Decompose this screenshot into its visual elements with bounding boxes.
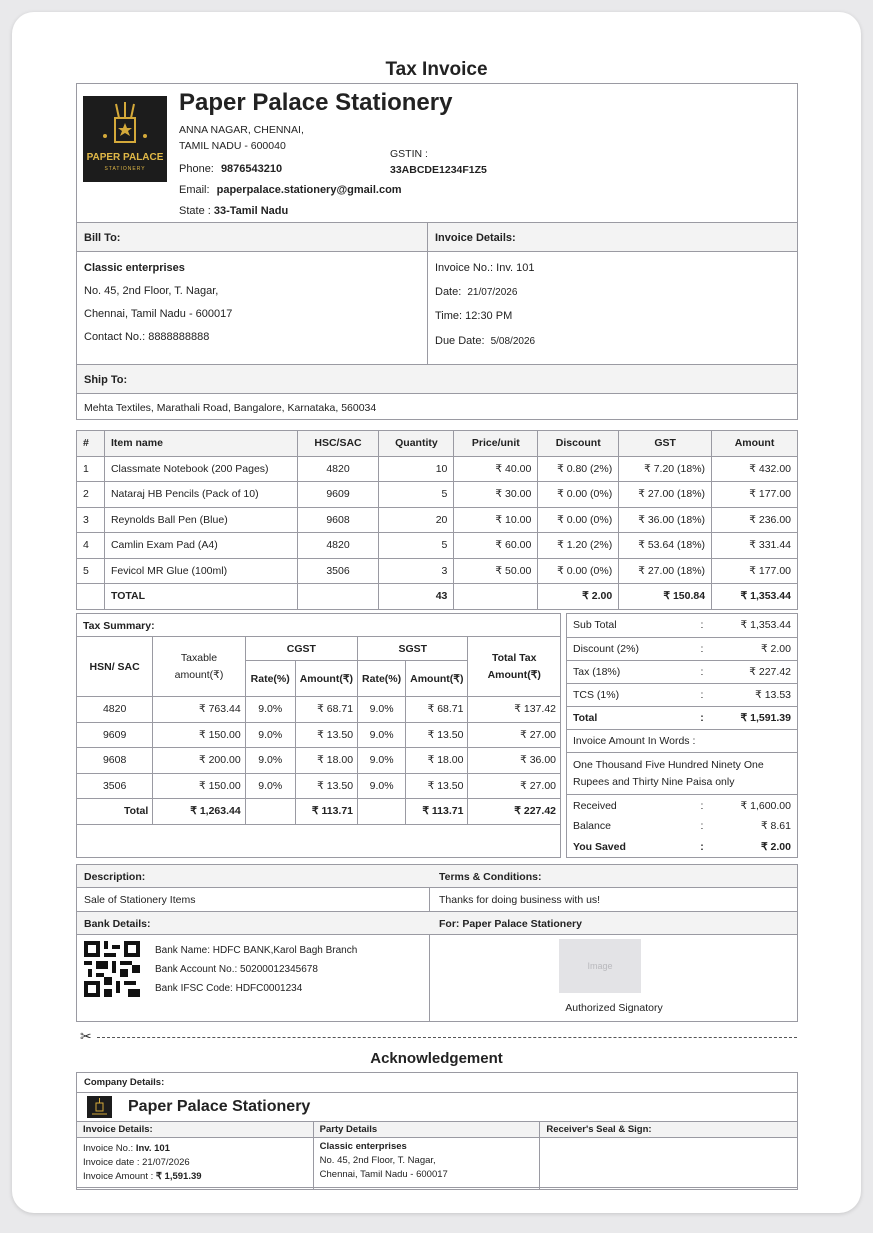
cell: ₹ 68.71 bbox=[295, 697, 357, 723]
ack-invoice-amount-value: ₹ 1,591.39 bbox=[155, 1171, 202, 1182]
balance-label: Balance bbox=[573, 820, 611, 832]
cell: ₹ 7.20 (18%) bbox=[619, 456, 712, 482]
ack-seal-cell bbox=[540, 1138, 798, 1190]
company-header bbox=[76, 83, 798, 223]
cell: 9.0% bbox=[358, 697, 406, 723]
cell: ₹ 27.00 bbox=[468, 773, 561, 799]
cell: Fevicol MR Glue (100ml) bbox=[104, 558, 297, 584]
cell: 5 bbox=[379, 482, 454, 508]
cell: 4820 bbox=[77, 697, 153, 723]
bill-to-contact: Contact No.: 8888888888 bbox=[84, 331, 210, 343]
cell: 3506 bbox=[297, 558, 379, 584]
amount-summary-table bbox=[567, 614, 797, 753]
cell: ₹ 27.00 (18%) bbox=[619, 482, 712, 508]
table-row bbox=[77, 558, 798, 584]
ack-invoice-no bbox=[83, 1142, 307, 1156]
phone-value: 9876543210 bbox=[220, 163, 283, 175]
state-label: State : bbox=[179, 205, 211, 217]
col-sgst-rate: Rate(%) bbox=[358, 661, 406, 697]
summary-colon: : bbox=[692, 637, 712, 660]
cell: ₹ 13.50 bbox=[406, 773, 468, 799]
ship-to-address: Mehta Textiles, Marathali Road, Bangalore, Karnataka, 560034 bbox=[84, 402, 377, 414]
total-label: TOTAL bbox=[104, 584, 297, 610]
ack-invoice-no-label: Invoice No.: bbox=[83, 1143, 134, 1154]
ack-party-heading: Party Details bbox=[313, 1122, 540, 1138]
col-hsn: HSN/ SAC bbox=[77, 637, 153, 697]
cell: ₹ 13.50 bbox=[406, 722, 468, 748]
ack-company-name: Paper Palace Stationery bbox=[128, 1098, 311, 1115]
col-sgst: SGST bbox=[358, 637, 468, 661]
cell: 3506 bbox=[77, 773, 153, 799]
amount-words-label-row bbox=[567, 729, 797, 752]
ack-invoice-heading: Invoice Details: bbox=[77, 1122, 314, 1138]
bank-name: Bank Name: HDFC BANK,Karol Bagh Branch bbox=[155, 945, 358, 956]
ack-body-row bbox=[77, 1138, 798, 1190]
ship-to-heading: Ship To: bbox=[84, 374, 128, 386]
cell: ₹ 1,263.44 bbox=[153, 799, 245, 825]
cell bbox=[297, 584, 379, 610]
cell: 9608 bbox=[297, 507, 379, 533]
invoice-number: Invoice No.: Inv. 101 bbox=[435, 262, 535, 274]
summary-value: ₹ 2.00 bbox=[712, 637, 797, 660]
col-cgst-amount: Amount(₹) bbox=[295, 661, 357, 697]
summary-value: ₹ 13.53 bbox=[712, 683, 797, 706]
items-total-row bbox=[77, 584, 798, 610]
bank-ifsc: Bank IFSC Code: HDFC0001234 bbox=[155, 983, 303, 994]
invoice-details-heading: Invoice Details: bbox=[435, 232, 516, 244]
cell: ₹ 763.44 bbox=[153, 697, 245, 723]
cell: ₹ 137.42 bbox=[468, 697, 561, 723]
summary-label: Sub Total bbox=[567, 614, 692, 637]
amount-summary-section bbox=[566, 613, 798, 858]
col-cgst-rate: Rate(%) bbox=[245, 661, 295, 697]
saved-value: ₹ 2.00 bbox=[760, 841, 791, 853]
table-row bbox=[77, 722, 561, 748]
cell: ₹ 60.00 bbox=[454, 533, 538, 559]
table-row bbox=[77, 748, 561, 774]
description-header-row bbox=[77, 865, 797, 888]
email-value: paperpalace.stationery@gmail.com bbox=[216, 184, 402, 196]
cell: ₹ 227.42 bbox=[468, 799, 561, 825]
cell: 9.0% bbox=[245, 773, 295, 799]
items-table bbox=[76, 430, 798, 610]
cell: ₹ 18.00 bbox=[295, 748, 357, 774]
summary-colon: : bbox=[692, 683, 712, 706]
summary-colon: : bbox=[692, 706, 712, 729]
bill-to-address2: Chennai, Tamil Nadu - 600017 bbox=[84, 308, 233, 320]
billing-section bbox=[76, 222, 798, 365]
summary-total-value: ₹ 1,591.39 bbox=[712, 706, 797, 729]
cell: ₹ 40.00 bbox=[454, 456, 538, 482]
received-value: ₹ 1,600.00 bbox=[740, 800, 791, 812]
cell: ₹ 36.00 bbox=[468, 748, 561, 774]
ack-party-cell bbox=[313, 1138, 540, 1190]
state-value: 33-Tamil Nadu bbox=[213, 205, 289, 217]
cell: 9.0% bbox=[358, 748, 406, 774]
ack-party-name: Classic enterprises bbox=[319, 1141, 407, 1152]
cell: ₹ 10.00 bbox=[454, 507, 538, 533]
table-row bbox=[77, 507, 798, 533]
cell: ₹ 113.71 bbox=[406, 799, 468, 825]
ack-invoice-amount-label: Invoice Amount : bbox=[83, 1171, 154, 1182]
qr-code-icon bbox=[84, 941, 140, 997]
cell: ₹ 0.00 (0%) bbox=[538, 558, 619, 584]
col-item-name: Item name bbox=[104, 431, 297, 457]
scissors-icon: ✂ bbox=[80, 1028, 92, 1044]
col-price: Price/unit bbox=[454, 431, 538, 457]
ship-to-header-row bbox=[77, 365, 797, 394]
cell: 9.0% bbox=[245, 722, 295, 748]
cell: ₹ 177.00 bbox=[712, 482, 798, 508]
description-heading: Description: bbox=[84, 871, 146, 883]
signature-image-placeholder: Image bbox=[559, 939, 641, 993]
cell: Camlin Exam Pad (A4) bbox=[104, 533, 297, 559]
cell: Reynolds Ball Pen (Blue) bbox=[104, 507, 297, 533]
total-discount: ₹ 2.00 bbox=[538, 584, 619, 610]
ack-company-logo bbox=[87, 1096, 112, 1118]
table-row bbox=[77, 533, 798, 559]
invoice-date-label: Date: bbox=[435, 286, 462, 298]
invoice-time: Time: 12:30 PM bbox=[435, 310, 513, 322]
cell: 9609 bbox=[77, 722, 153, 748]
due-date-label: Due Date: bbox=[435, 335, 485, 347]
signatory-heading: For: Paper Palace Stationery bbox=[439, 918, 582, 930]
cell: Classmate Notebook (200 Pages) bbox=[104, 456, 297, 482]
description-text: Sale of Stationery Items bbox=[84, 894, 196, 906]
summary-value: ₹ 227.42 bbox=[712, 660, 797, 683]
col-taxable: Taxable amount(₹) bbox=[153, 637, 245, 697]
page-title: Tax Invoice bbox=[385, 59, 488, 80]
cell: ₹ 236.00 bbox=[712, 507, 798, 533]
cell: ₹ 200.00 bbox=[153, 748, 245, 774]
ack-seal-heading: Receiver's Seal & Sign: bbox=[540, 1122, 798, 1138]
summary-row bbox=[567, 683, 797, 706]
ack-invoice-no-value: Inv. 101 bbox=[135, 1143, 170, 1154]
cell: ₹ 53.64 (18%) bbox=[619, 533, 712, 559]
summary-row bbox=[567, 637, 797, 660]
company-state bbox=[179, 205, 288, 217]
company-address-line1: ANNA NAGAR, CHENNAI, bbox=[179, 124, 304, 136]
cell: ₹ 18.00 bbox=[406, 748, 468, 774]
cell: 9.0% bbox=[245, 697, 295, 723]
logo-subtext: STATIONERY bbox=[104, 166, 146, 172]
gstin-value: 33ABCDE1234F1Z5 bbox=[390, 164, 487, 176]
cell: 9609 bbox=[297, 482, 379, 508]
col-sgst-amount: Amount(₹) bbox=[406, 661, 468, 697]
items-header-row bbox=[77, 431, 798, 457]
cell: 5 bbox=[77, 558, 105, 584]
cell: ₹ 27.00 (18%) bbox=[619, 558, 712, 584]
bill-to-address1: No. 45, 2nd Floor, T. Nagar, bbox=[84, 285, 219, 297]
col-amount: Amount bbox=[712, 431, 798, 457]
summary-label: Tax (18%) bbox=[567, 660, 692, 683]
col-gst: GST bbox=[619, 431, 712, 457]
terms-text: Thanks for doing business with us! bbox=[439, 894, 601, 906]
cell bbox=[358, 799, 406, 825]
cell: 2 bbox=[77, 482, 105, 508]
cell: ₹ 0.80 (2%) bbox=[538, 456, 619, 482]
cell bbox=[77, 584, 105, 610]
company-details-heading: Company Details: bbox=[84, 1077, 165, 1088]
cell: 20 bbox=[379, 507, 454, 533]
cell: ₹ 27.00 bbox=[468, 722, 561, 748]
total-quantity: 43 bbox=[379, 584, 454, 610]
cell: 1 bbox=[77, 456, 105, 482]
bank-heading: Bank Details: bbox=[84, 918, 151, 930]
summary-value: ₹ 1,353.44 bbox=[712, 614, 797, 637]
company-phone bbox=[179, 163, 282, 175]
bill-to-heading: Bill To: bbox=[84, 232, 121, 244]
cell: ₹ 0.00 (0%) bbox=[538, 482, 619, 508]
col-total-tax: Total Tax Amount(₹) bbox=[468, 637, 561, 697]
company-name: Paper Palace Stationery bbox=[179, 89, 453, 116]
terms-heading: Terms & Conditions: bbox=[439, 871, 542, 883]
company-address-line2: TAMIL NADU - 600040 bbox=[179, 140, 286, 152]
total-amount: ₹ 1,353.44 bbox=[712, 584, 798, 610]
cell: ₹ 331.44 bbox=[712, 533, 798, 559]
cell: ₹ 1.20 (2%) bbox=[538, 533, 619, 559]
acknowledgement-section bbox=[76, 1072, 798, 1188]
cell: ₹ 13.50 bbox=[295, 773, 357, 799]
email-label: Email: bbox=[179, 184, 210, 196]
tax-summary-heading: Tax Summary: bbox=[83, 620, 155, 632]
invoice-date-value: 21/07/2026 bbox=[467, 287, 518, 298]
balance-row bbox=[567, 816, 797, 836]
bill-to-name: Classic enterprises bbox=[84, 262, 185, 274]
summary-row bbox=[567, 614, 797, 637]
cell: 5 bbox=[379, 533, 454, 559]
cell: ₹ 13.50 bbox=[295, 722, 357, 748]
cell: ₹ 50.00 bbox=[454, 558, 538, 584]
balance-value: ₹ 8.61 bbox=[760, 820, 791, 832]
amount-words-label: Invoice Amount In Words : bbox=[567, 729, 797, 752]
tax-summary-section bbox=[76, 613, 561, 858]
pencil-cup-icon bbox=[87, 1096, 112, 1118]
summary-colon: : bbox=[692, 614, 712, 637]
ship-to-section bbox=[76, 364, 798, 420]
ack-party-address1: No. 45, 2nd Floor, T. Nagar, bbox=[319, 1155, 436, 1166]
footer-section bbox=[76, 864, 798, 1022]
summary-colon: : bbox=[700, 841, 704, 853]
cell: ₹ 36.00 (18%) bbox=[619, 507, 712, 533]
bank-account: Bank Account No.: 50200012345678 bbox=[155, 964, 318, 975]
col-discount: Discount bbox=[538, 431, 619, 457]
gstin-label: GSTIN : bbox=[390, 148, 428, 160]
table-row bbox=[77, 773, 561, 799]
table-row bbox=[77, 482, 798, 508]
cell: ₹ 432.00 bbox=[712, 456, 798, 482]
cell: Nataraj HB Pencils (Pack of 10) bbox=[104, 482, 297, 508]
payment-table bbox=[567, 796, 797, 858]
summary-label: Discount (2%) bbox=[567, 637, 692, 660]
cell: ₹ 113.71 bbox=[295, 799, 357, 825]
cell bbox=[245, 799, 295, 825]
logo-text: PAPER PALACE bbox=[86, 152, 164, 163]
pencil-cup-icon bbox=[83, 96, 167, 156]
cell: 9.0% bbox=[358, 722, 406, 748]
summary-colon: : bbox=[692, 660, 712, 683]
cell bbox=[454, 584, 538, 610]
col-cgst: CGST bbox=[245, 637, 357, 661]
cell: ₹ 150.00 bbox=[153, 722, 245, 748]
table-row bbox=[77, 456, 798, 482]
col-hsc: HSC/SAC bbox=[297, 431, 379, 457]
cell: ₹ 177.00 bbox=[712, 558, 798, 584]
summary-colon: : bbox=[700, 800, 704, 812]
company-email bbox=[179, 184, 402, 196]
summary-total-row bbox=[567, 706, 797, 729]
due-date-value: 5/08/2026 bbox=[490, 336, 536, 347]
words-divider bbox=[567, 794, 797, 795]
ack-party-address2: Chennai, Tamil Nadu - 600017 bbox=[319, 1169, 448, 1180]
acknowledgement-title: Acknowledgement bbox=[370, 1050, 503, 1067]
invoice-date bbox=[435, 286, 517, 298]
billing-divider bbox=[427, 223, 428, 364]
saved-row bbox=[567, 836, 797, 858]
tax-total-row bbox=[77, 799, 561, 825]
ack-divider bbox=[77, 1092, 797, 1093]
cell: ₹ 0.00 (0%) bbox=[538, 507, 619, 533]
cell: ₹ 68.71 bbox=[406, 697, 468, 723]
ack-table bbox=[76, 1121, 798, 1190]
cut-line bbox=[97, 1037, 797, 1038]
footer-divider bbox=[429, 865, 430, 1021]
bank-header-row bbox=[77, 911, 797, 935]
received-row bbox=[567, 796, 797, 816]
ack-invoice-amount bbox=[83, 1170, 307, 1184]
tax-summary-table bbox=[76, 636, 561, 825]
amount-in-words: One Thousand Five Hundred Ninety One Rupees and Thirty Nine Paisa only bbox=[573, 759, 764, 788]
ack-invoice-cell bbox=[77, 1138, 314, 1190]
cell: 9.0% bbox=[358, 773, 406, 799]
total-gst: ₹ 150.84 bbox=[619, 584, 712, 610]
summary-label: TCS (1%) bbox=[567, 683, 692, 706]
table-row bbox=[77, 697, 561, 723]
col-index: # bbox=[77, 431, 105, 457]
cell: 3 bbox=[77, 507, 105, 533]
saved-label: You Saved bbox=[573, 841, 626, 853]
cell: 3 bbox=[379, 558, 454, 584]
received-label: Received bbox=[573, 800, 617, 812]
ack-invoice-date: Invoice date : 21/07/2026 bbox=[83, 1157, 190, 1168]
summary-row bbox=[567, 660, 797, 683]
cell: 9608 bbox=[77, 748, 153, 774]
tax-total-label: Total bbox=[77, 799, 153, 825]
invoice-due bbox=[435, 335, 535, 347]
cell: 4820 bbox=[297, 456, 379, 482]
summary-colon: : bbox=[700, 820, 704, 832]
summary-total-label: Total bbox=[567, 706, 692, 729]
col-quantity: Quantity bbox=[379, 431, 454, 457]
cell: 9.0% bbox=[245, 748, 295, 774]
authorized-signatory: Authorized Signatory bbox=[565, 1002, 663, 1014]
phone-label: Phone: bbox=[179, 163, 214, 175]
cell: 4820 bbox=[297, 533, 379, 559]
ack-header-row bbox=[77, 1122, 798, 1138]
cell: 4 bbox=[77, 533, 105, 559]
cell: 10 bbox=[379, 456, 454, 482]
tax-header-row bbox=[77, 637, 561, 661]
company-logo bbox=[83, 96, 167, 182]
cell: ₹ 30.00 bbox=[454, 482, 538, 508]
cell: ₹ 150.00 bbox=[153, 773, 245, 799]
